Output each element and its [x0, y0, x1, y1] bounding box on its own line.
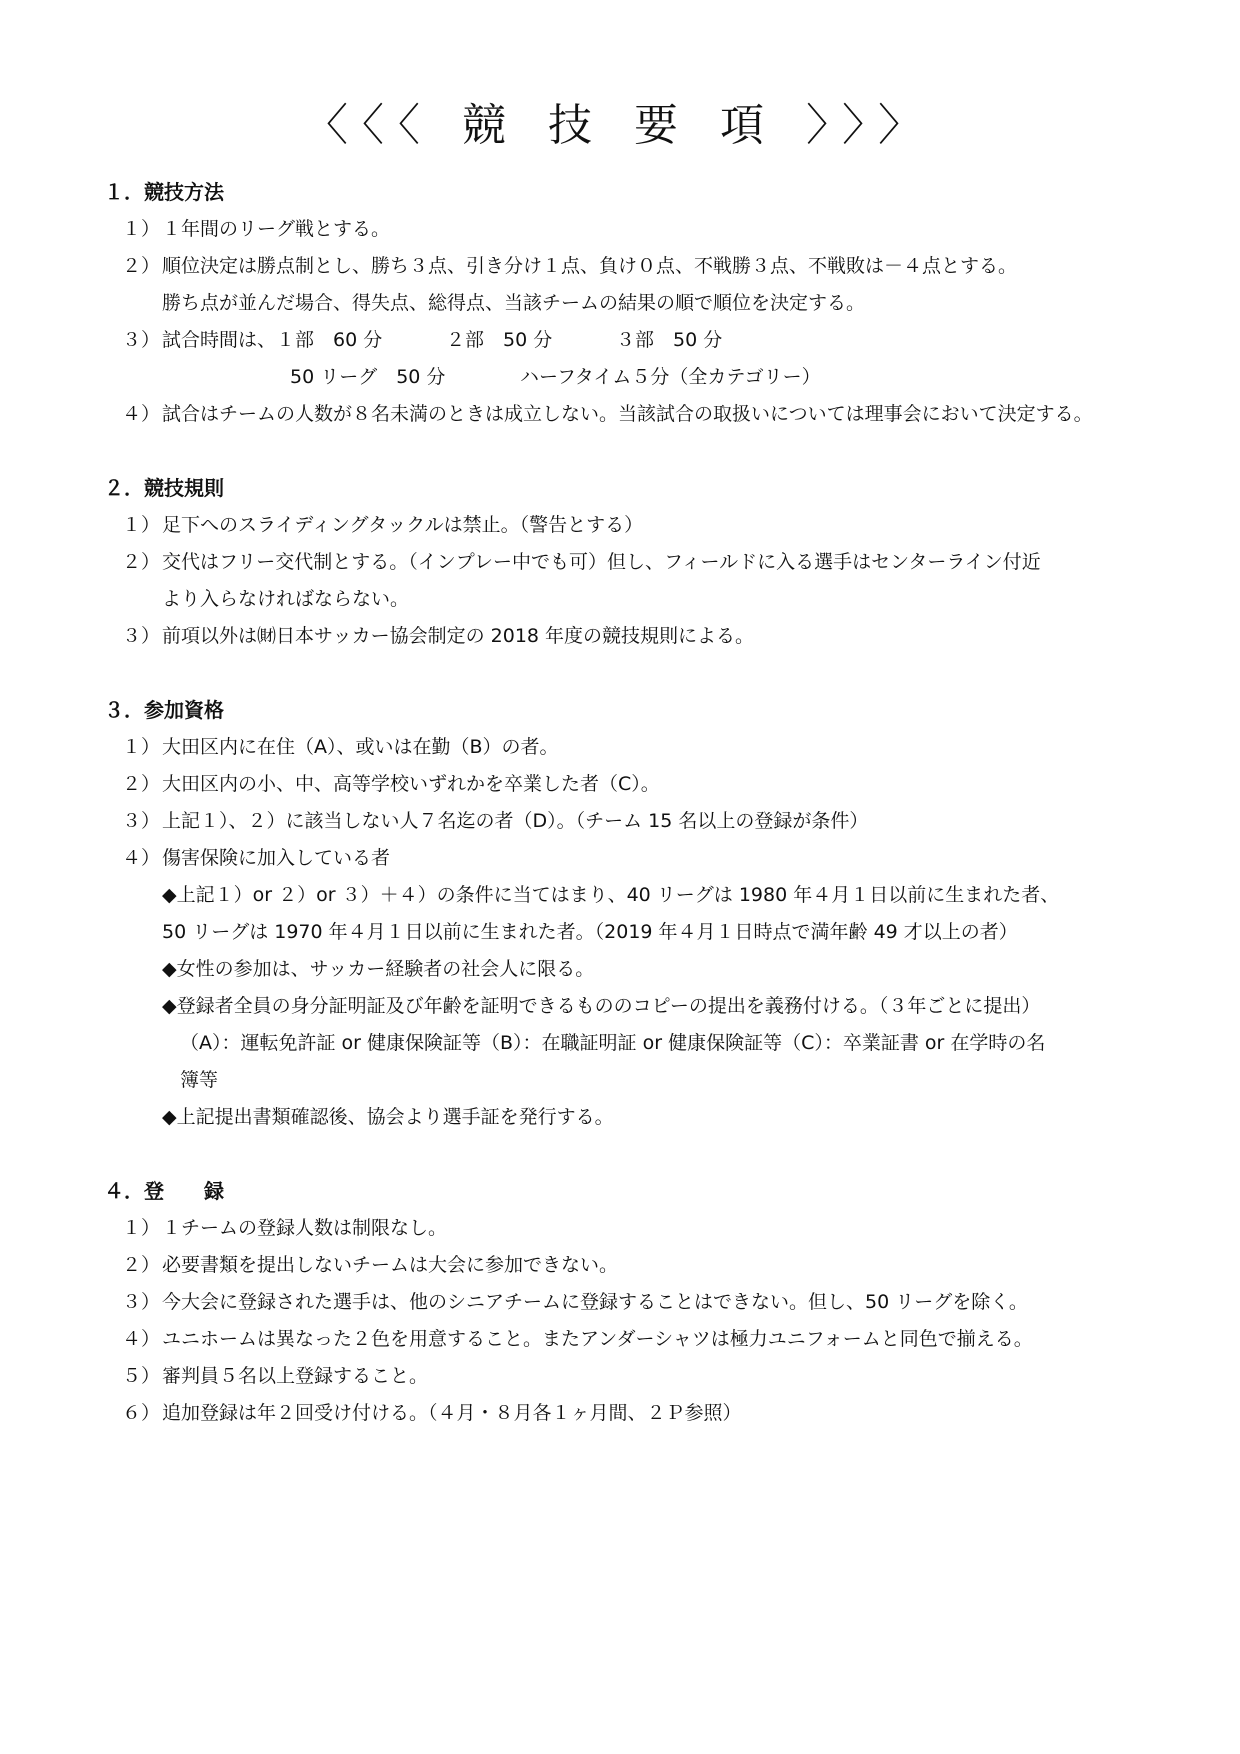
list-item — [104, 1358, 1164, 1395]
item-text: 大田区内の小、中、高等学校いずれかを卒業した者（C）。 — [162, 773, 660, 795]
list-item — [104, 766, 1164, 803]
item-text: 交代はフリー交代制とする。（インプレー中でも可）但し、フィールドに入る選手はセンターライン付近 — [162, 551, 1041, 573]
item-number: １） — [122, 1217, 161, 1239]
diamond-bullet-icon: ◆ — [162, 1106, 177, 1128]
list-item — [104, 211, 1164, 248]
list-item — [104, 1210, 1164, 1247]
list-item — [104, 840, 1164, 877]
item-number: ３） — [122, 810, 161, 832]
item-text: 前項以外は㈶日本サッカー協会制定の 2018 年度の競技規則による。 — [162, 625, 755, 647]
page-title: 〈〈〈 競 技 要 項 〉〉〉 — [304, 100, 936, 151]
item-text: 審判員５名以上登録すること。 — [162, 1365, 429, 1387]
list-item — [104, 618, 1164, 655]
item-number: ４） — [122, 1328, 161, 1350]
item-text: 試合はチームの人数が８名未満のときは成立しない。当該試合の取扱いについては理事会において決定する。 — [162, 403, 1093, 425]
bullet-text-continued: 50 リーグは 1970 年４月１日以前に生まれた者。（2019 年４月１日時点で満年齢 49 才以上の者） — [162, 921, 1018, 943]
bullet-item — [104, 877, 1164, 914]
match-time-halftime: ハーフタイム５分（全カテゴリー） — [520, 366, 821, 388]
match-time-label: 試合時間は、 — [162, 329, 277, 351]
item-number: １） — [122, 218, 161, 240]
item-text-continued: 勝ち点が並んだ場合、得失点、総得点、当該チームの結果の順で順位を決定する。 — [162, 292, 866, 314]
item-text: ユニホームは異なった２色を用意すること。またアンダーシャツは極力ユニフォームと同色で揃える。 — [162, 1328, 1033, 1350]
item-text: 今大会に登録された選手は、他のシニアチームに登録することはできない。但し、50 リーグを除く。 — [162, 1291, 1028, 1313]
bullet-item — [104, 951, 1164, 988]
diamond-bullet-icon: ◆ — [162, 995, 177, 1017]
list-item — [104, 1247, 1164, 1284]
match-time-div3: ３部 50 分 — [616, 329, 723, 351]
item-text: 追加登録は年２回受け付ける。（４月・８月各１ヶ月間、２Ｐ参照） — [162, 1402, 742, 1424]
list-item — [104, 1321, 1164, 1358]
section-competition-rules — [104, 470, 1164, 655]
list-item — [104, 248, 1164, 285]
list-item — [104, 1284, 1164, 1321]
list-item — [104, 507, 1164, 544]
item-number: ５） — [122, 1365, 161, 1387]
section-heading: ３．参加資格 — [104, 698, 224, 722]
item-text: 上記１）、２）に該当しない人７名迄の者（D）。（チーム 15 名以上の登録が条件） — [162, 810, 869, 832]
section-eligibility — [104, 692, 1164, 1136]
item-text: 必要書類を提出しないチームは大会に参加できない。 — [162, 1254, 619, 1276]
item-number: ２） — [122, 255, 161, 277]
bullet-text: 登録者全員の身分証明証及び年齢を証明できるもののコピーの提出を義務付ける。（３年ごとに提出） — [176, 995, 1041, 1017]
document-types-text: （A）：運転免許証 or 健康保険証等（B）：在職証明証 or 健康保険証等（C）：卒業証書 or 在学時の名 — [180, 1032, 1046, 1054]
item-number: ２） — [122, 551, 161, 573]
bullet-text: 上記１）or ２）or ３）＋４）の条件に当てはまり、40 リーグは 1980 年４月１日以前に生まれた者、 — [176, 884, 1060, 906]
item-text: １チームの登録人数は制限なし。 — [162, 1217, 448, 1239]
item-number: ４） — [122, 403, 161, 425]
item-number: ６） — [122, 1402, 161, 1424]
section-heading: １．競技方法 — [104, 180, 224, 204]
item-text: 大田区内に在住（A）、或いは在勤（B）の者。 — [162, 736, 559, 758]
item-number: ３） — [122, 625, 161, 647]
list-item — [104, 803, 1164, 840]
item-text: 足下へのスライディングタックルは禁止。（警告とする） — [162, 514, 644, 536]
item-number: １） — [122, 514, 161, 536]
list-item — [104, 1395, 1164, 1432]
section-heading: ４．登 録 — [104, 1179, 224, 1203]
section-heading: ２．競技規則 — [104, 476, 224, 500]
item-number: ２） — [122, 1254, 161, 1276]
list-item — [104, 544, 1164, 581]
item-number: ３） — [122, 329, 161, 351]
section-registration — [104, 1173, 1164, 1432]
item-text-continued: より入らなければならない。 — [162, 588, 410, 610]
document-types-text-continued: 簿等 — [180, 1069, 219, 1091]
match-time-div2: ２部 50 分 — [446, 329, 553, 351]
bullet-text: 上記提出書類確認後、協会より選手証を発行する。 — [176, 1106, 614, 1128]
item-number: ２） — [122, 773, 161, 795]
list-item — [104, 396, 1164, 433]
item-text: １年間のリーグ戦とする。 — [162, 218, 391, 240]
item-number: １） — [122, 736, 161, 758]
bullet-text: 女性の参加は、サッカー経験者の社会人に限る。 — [176, 958, 595, 980]
section-competition-method — [104, 174, 1164, 433]
list-item — [104, 729, 1164, 766]
match-time-continued — [104, 359, 1164, 396]
bullet-item — [104, 1099, 1164, 1136]
item-number: ４） — [122, 847, 161, 869]
item-text: 傷害保険に加入している者 — [162, 847, 391, 869]
item-text: 順位決定は勝点制とし、勝ち３点、引き分け１点、負け０点、不戦勝３点、不戦敗は－４点とする。 — [162, 255, 1018, 277]
list-item-match-time — [104, 322, 1164, 359]
bullet-item — [104, 988, 1164, 1025]
item-number: ３） — [122, 1291, 161, 1313]
match-time-div1: １部 60 分 — [276, 329, 383, 351]
match-time-50league: 50 リーグ 50 分 — [290, 366, 446, 388]
diamond-bullet-icon: ◆ — [162, 884, 177, 906]
diamond-bullet-icon: ◆ — [162, 958, 177, 980]
